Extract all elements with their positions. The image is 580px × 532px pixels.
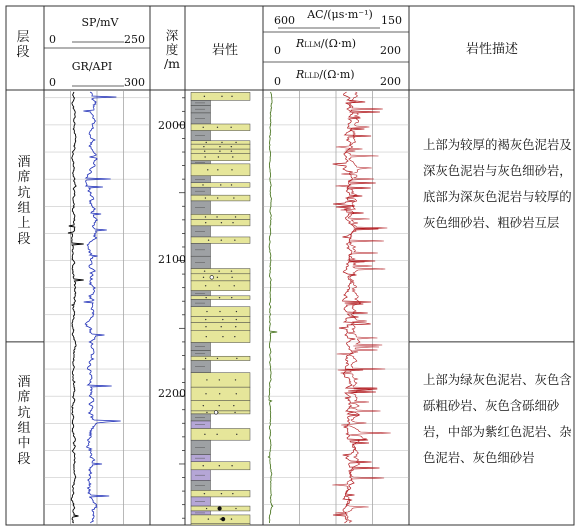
sand-dot (231, 151, 232, 152)
sand-dot (206, 379, 207, 380)
lithology-bed (191, 400, 250, 411)
sand-dot (221, 96, 222, 97)
sand-dot (219, 393, 220, 394)
sand-dot (206, 311, 207, 312)
sand-dot (207, 169, 208, 170)
lithology-bed (191, 296, 250, 300)
ac-max: 150 (381, 14, 402, 27)
gr-title: GR/API (71, 60, 113, 73)
sand-dot (219, 297, 220, 298)
interval-description-middle: 上部为绿灰色泥岩、灰色含砾粗砂岩、灰色含砾细砂岩，中部为紫红色泥岩、杂色泥岩、灰色细砂岩 (423, 372, 572, 465)
sp-title: SP/mV (81, 16, 119, 29)
lithology-bed (191, 92, 250, 100)
lithology-bed (191, 164, 250, 176)
sand-dot (203, 465, 204, 466)
sand-dot (205, 285, 206, 286)
sand-dot (204, 96, 205, 97)
lithology-bed (191, 237, 250, 244)
lithology-bed (191, 269, 250, 274)
sand-dot (205, 222, 206, 223)
sand-dot (234, 285, 235, 286)
lithology-bed (191, 462, 250, 470)
sand-dot (231, 465, 232, 466)
sand-dot (221, 326, 222, 327)
sand-dot (219, 311, 220, 312)
sand-dot (206, 142, 207, 143)
sand-dot (221, 142, 222, 143)
sand-dot (220, 184, 221, 185)
sand-dot (217, 358, 218, 359)
sp-min: 0 (49, 33, 56, 46)
lithology-bed (191, 373, 250, 388)
sand-dot (233, 197, 234, 198)
sand-dot (235, 326, 236, 327)
lithology-bed (191, 356, 250, 360)
sand-dot (218, 270, 219, 271)
sand-dot (221, 222, 222, 223)
sp-max: 250 (124, 33, 145, 46)
sand-dot (219, 285, 220, 286)
interval-description-upper: 上部为较厚的褐灰色泥岩及深灰色泥岩与灰色细砂岩，底部为深灰色泥岩与较厚的灰色细砂岩、粗砂岩互层 (423, 137, 572, 230)
sand-dot (216, 434, 217, 435)
sand-dot (231, 277, 232, 278)
sand-dot (219, 151, 220, 152)
sand-dot (205, 197, 206, 198)
sand-dot (205, 393, 206, 394)
sand-dot (232, 493, 233, 494)
sand-dot (236, 434, 237, 435)
sand-dot (236, 319, 237, 320)
sand-dot (217, 169, 218, 170)
sand-dot (221, 240, 222, 241)
lithology-bed (191, 220, 250, 226)
depth-tick-label: 2200 (158, 387, 186, 400)
sand-dot (231, 96, 232, 97)
sand-dot (234, 412, 235, 413)
lithology-bed (191, 281, 250, 291)
lithology-bed (191, 429, 250, 441)
lithology-bed (191, 323, 250, 331)
sand-dot (233, 405, 234, 406)
lithology-bed (191, 195, 250, 201)
sand-dot (231, 146, 232, 147)
sand-dot (205, 297, 206, 298)
interval-name-middle: 酒 席 坑 组 中 段 (17, 375, 31, 467)
sand-dot (221, 493, 222, 494)
sand-dot (222, 336, 223, 337)
ac-min: 600 (274, 14, 295, 27)
sand-dot (219, 146, 220, 147)
gravel-symbol (221, 517, 225, 521)
interval-name-upper: 酒 席 坑 组 上 段 (17, 155, 31, 247)
sand-dot (208, 240, 209, 241)
sand-dot (236, 358, 237, 359)
sand-dot (203, 405, 204, 406)
lithology-bed (191, 124, 250, 131)
sand-dot (220, 518, 221, 519)
layer-header: 层 段 (16, 30, 30, 61)
depth-tick-label: 2100 (158, 253, 186, 266)
sand-dot (235, 142, 236, 143)
sand-dot (231, 270, 232, 271)
sand-dot (232, 222, 233, 223)
sand-dot (219, 465, 220, 466)
rlld-curve (332, 92, 390, 523)
gravel-symbol (214, 411, 218, 415)
gravel-symbol (218, 507, 222, 511)
rlld-max: 200 (380, 75, 401, 88)
sand-dot (231, 184, 232, 185)
lithology-bed (191, 411, 250, 414)
sand-dot (235, 508, 236, 509)
rllm-title: RLLM/(Ω·m) (296, 37, 357, 50)
sand-dot (230, 127, 231, 128)
sand-dot (204, 270, 205, 271)
sand-dot (205, 319, 206, 320)
ac-title: AC/(μs·m⁻¹) (307, 8, 373, 21)
sand-dot (204, 493, 205, 494)
sand-dot (204, 156, 205, 157)
sand-dot (231, 297, 232, 298)
rlld-title: RLLD/(Ω·m) (296, 68, 355, 81)
depth-header: 深 度 /m (163, 28, 181, 71)
sand-dot (236, 393, 237, 394)
sand-dot (232, 156, 233, 157)
lithology-header: 岩性 (211, 43, 238, 58)
sand-dot (234, 240, 235, 241)
sand-dot (235, 379, 236, 380)
sand-dot (235, 216, 236, 217)
sand-dot (231, 169, 232, 170)
sand-dot (216, 216, 217, 217)
sand-dot (236, 311, 237, 312)
sand-dot (234, 336, 235, 337)
sand-dot (205, 216, 206, 217)
sand-dot (219, 379, 220, 380)
sand-dot (231, 518, 232, 519)
gr-min: 0 (49, 76, 56, 89)
sand-dot (204, 434, 205, 435)
sand-dot (203, 127, 204, 128)
sand-dot (222, 319, 223, 320)
lithology-bed (191, 523, 250, 525)
sand-dot (217, 127, 218, 128)
sand-dot (217, 197, 218, 198)
lithology-bed (191, 387, 250, 400)
gr-max: 300 (124, 76, 145, 89)
sand-dot (203, 146, 204, 147)
lithology-bed (191, 214, 250, 219)
description-header: 岩性描述 (465, 42, 518, 57)
sand-dot (206, 336, 207, 337)
lithology-bed (191, 490, 250, 497)
rllm-min: 0 (274, 44, 281, 57)
sand-dot (205, 358, 206, 359)
sand-dot (203, 277, 204, 278)
sand-dot (218, 156, 219, 157)
depth-tick-label: 2000 (158, 119, 186, 132)
sand-dot (202, 184, 203, 185)
lithology-bed (191, 316, 250, 322)
gr-curve (83, 92, 120, 523)
sand-dot (204, 151, 205, 152)
rllm-max: 200 (380, 44, 401, 57)
lithology-bed (191, 331, 250, 343)
sand-dot (206, 508, 207, 509)
sand-dot (219, 405, 220, 406)
sand-dot (206, 412, 207, 413)
sand-dot (217, 277, 218, 278)
sand-dot (208, 518, 209, 519)
lithology-bed (191, 141, 250, 144)
rlld-min: 0 (274, 75, 281, 88)
lithology-bed (191, 153, 250, 160)
ac-curve (268, 92, 277, 523)
lithology-bed (191, 274, 250, 281)
sand-dot (205, 326, 206, 327)
gravel-symbol (210, 276, 214, 280)
